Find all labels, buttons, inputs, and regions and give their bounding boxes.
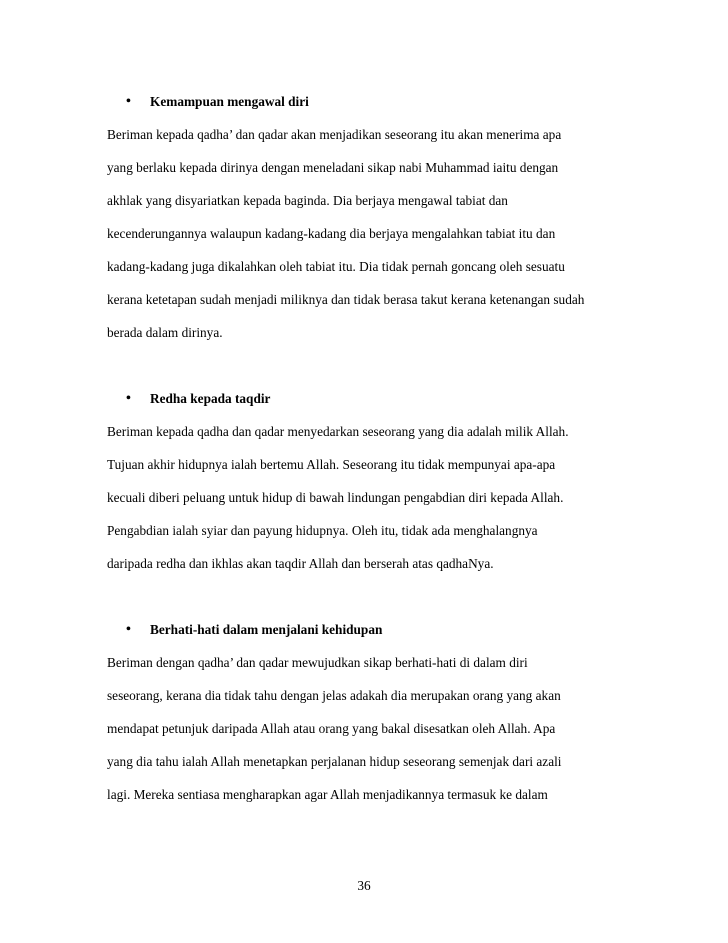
paragraph-line: berada dalam dirinya. bbox=[107, 325, 223, 340]
paragraph-line: yang dia tahu ialah Allah menetapkan perjalanan hidup seseorang semenjak dari azali bbox=[107, 754, 562, 769]
paragraph-line: yang berlaku kepada dirinya dengan meneladani sikap nabi Muhammad iaitu dengan bbox=[107, 160, 559, 175]
paragraph-line: Beriman kepada qadha’ dan qadar akan menjadikan seseorang itu akan menerima apa bbox=[107, 127, 562, 142]
page-number: 36 bbox=[357, 878, 371, 893]
paragraph-line: kecuali diberi peluang untuk hidup di bawah lindungan pengabdian diri kepada Allah. bbox=[107, 490, 564, 505]
heading-text: Kemampuan mengawal diri bbox=[150, 94, 309, 109]
paragraph-line: kadang-kadang juga dikalahkan oleh tabiat itu. Dia tidak pernah goncang oleh sesuatu bbox=[107, 259, 565, 274]
heading-text: Berhati-hati dalam menjalani kehidupan bbox=[150, 622, 383, 637]
paragraph bbox=[107, 118, 627, 349]
paragraph bbox=[107, 646, 627, 811]
paragraph-line: lagi. Mereka sentiasa mengharapkan agar Allah menjadikannya termasuk ke dalam bbox=[107, 787, 548, 802]
section-berhati-hati bbox=[107, 613, 627, 811]
paragraph-line: kecenderungannya walaupun kadang-kadang dia berjaya mengalahkan tabiat itu dan bbox=[107, 226, 556, 241]
paragraph-line: mendapat petunjuk daripada Allah atau orang yang bakal disesatkan oleh Allah. Apa bbox=[107, 721, 556, 736]
section-kemampuan-mengawal-diri bbox=[107, 85, 627, 349]
section-heading bbox=[107, 382, 627, 415]
paragraph-line: Pengabdian ialah syiar dan payung hidupnya. Oleh itu, tidak ada menghalangnya bbox=[107, 523, 538, 538]
paragraph-line: seseorang, kerana dia tidak tahu dengan jelas adakah dia merupakan orang yang akan bbox=[107, 688, 561, 703]
paragraph-line: daripada redha dan ikhlas akan taqdir Allah dan berserah atas qadhaNya. bbox=[107, 556, 494, 571]
paragraph bbox=[107, 415, 627, 580]
section-heading bbox=[107, 85, 627, 118]
paragraph-line: Beriman kepada qadha dan qadar menyedarkan seseorang yang dia adalah milik Allah. bbox=[107, 424, 569, 439]
paragraph-line: Tujuan akhir hidupnya ialah bertemu Allah. Seseorang itu tidak mempunyai apa-apa bbox=[107, 457, 556, 472]
bullet-icon: • bbox=[126, 622, 131, 637]
paragraph-line: Beriman dengan qadha’ dan qadar mewujudkan sikap berhati-hati di dalam diri bbox=[107, 655, 528, 670]
heading-text: Redha kepada taqdir bbox=[150, 391, 271, 406]
section-heading bbox=[107, 613, 627, 646]
paragraph-line: akhlak yang disyariatkan kepada baginda. Dia berjaya mengawal tabiat dan bbox=[107, 193, 508, 208]
section-redha-kepada-taqdir bbox=[107, 382, 627, 580]
bullet-icon: • bbox=[126, 94, 131, 109]
paragraph-line: kerana ketetapan sudah menjadi miliknya dan tidak berasa takut kerana ketenangan sudah bbox=[107, 292, 585, 307]
bullet-icon: • bbox=[126, 391, 131, 406]
